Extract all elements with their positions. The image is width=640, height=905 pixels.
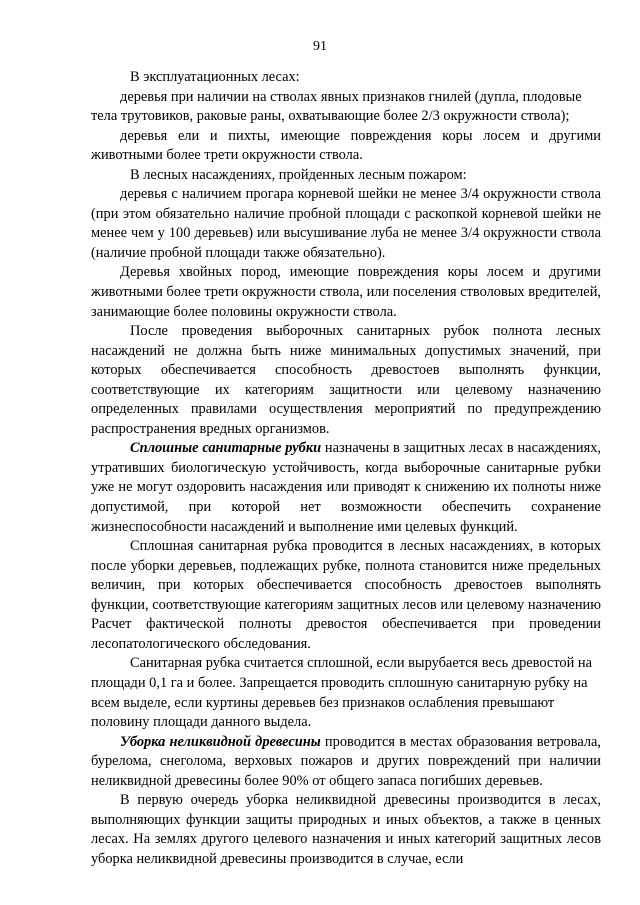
paragraph-text: проводится в местах образования ветровала, бурелома, снеголома, верховых пожаров и других повреждений при наличии неликвидной древесины более 90% от общего запаса погибших деревьев. [91, 733, 602, 789]
emphasized-term: Сплошные санитарные рубки [130, 440, 322, 457]
paragraph: Сплошная санитарная рубка проводится в лесных насаждениях, в которых после уборки деревьев, подлежащих рубке, полнота становится ниже предельных величин, при которых обеспечивается способность древостоев выполнять функции, соответствующие категориям защитных лесов или целевому назначению Расчет фактической полноты древостоя обеспечивается при проведении лесопатологического обследования. [91, 538, 601, 652]
paragraph: В лесных насаждениях, пройденных лесным пожаром: [130, 166, 467, 183]
paragraph: деревья при наличии на стволах явных признаков гнилей (дупла, плодовые тела трутовиков, раковые раны, охватывающие более 2/3 окружности ствола); [91, 88, 582, 125]
paragraph: После проведения выборочных санитарных рубок полнота лесных насаждений не должна быть ниже минимальных допустимых значений, при которых обеспечивается способность древостоев выполнять функции, соответствующие их категориям защитности или целевому назначению определенных правилами осуществления мероприятий по предупреждению распространения вредных организмов. [91, 323, 601, 437]
paragraph [91, 439, 601, 537]
emphasized-term: Уборка неликвидной древесины [120, 733, 321, 750]
paragraph: В эксплуатационных лесах: [130, 69, 300, 85]
paragraph: деревья с наличием прогара корневой шейки не менее 3/4 окружности ствола (при этом обязательно наличие пробной площади с раскопкой корневой шейки не менее чем у 100 деревьев) или высушивание луба не менее 3/4 окружности ствола (наличие пробной площади также обязательно). [91, 186, 601, 261]
paragraph: деревья ели и пихты, имеющие повреждения коры лосем и другими животными более трети окружности ствола. [91, 127, 601, 164]
paragraph: Деревья хвойных пород, имеющие повреждения коры лосем и другими животными более трети окружности ствола, или поселения стволовых вредителей, занимающие более половины окружности ствола. [91, 264, 601, 320]
paragraph: Санитарная рубка считается сплошной, если вырубается весь древостой на площади 0,1 га и более. Запрещается проводить сплошную санитарную рубку на всем выделе, если куртины деревьев без признаков ослабления превышают половину площади данного выдела. [91, 655, 592, 731]
body-text [91, 68, 601, 869]
paragraph: В первую очередь уборка неликвидной древесины производится в лесах, выполняющих функции защиты природных и иных объектов, а также в ценных лесах. На землях другого целевого назначения и иных категорий защитных лесов уборка неликвидной древесины производится в случае, если [91, 792, 601, 867]
page-number: 91 [313, 39, 327, 54]
paragraph-text: назначены в защитных лесах в насаждениях, утративших биологическую устойчивость, когда выборочные санитарные рубки уже не могут оздоровить насаждения или приводят к снижению их полноты ниже допустимой, при которой нет возможности обеспечить сохранение жизнеспособности насаждений и выполнение ими целевых функций. [91, 440, 601, 535]
paragraph [91, 733, 601, 792]
